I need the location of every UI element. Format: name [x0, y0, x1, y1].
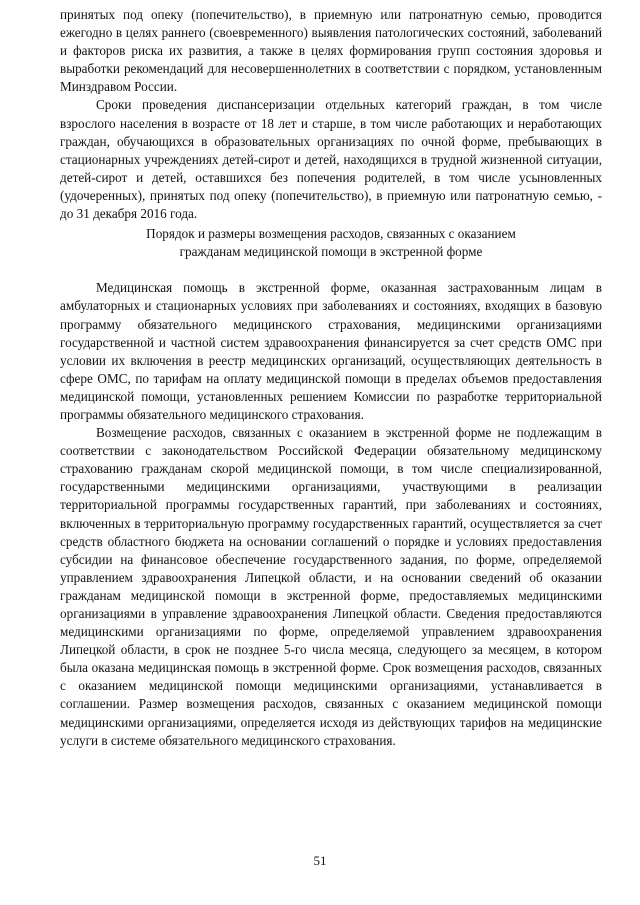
- paragraph-dispensary-deadlines: Сроки проведения диспансеризации отдельных категорий граждан, в том числе взрослого населения в возрасте от 18 лет и старше, в том числе работающих и неработающих граждан, обучающихся в образовательных организациях по очной форме, пребывающих в стационарных учреждениях детей-сирот и детей, находящихся в трудной жизненной ситуации, детей-сирот и детей, оставшихся без попечения родителей, в том числе усыновленных (удочеренных), принятых под опеку (попечительство), в приемную или патронатную семью, - до 31 декабря 2016 года.: [60, 97, 602, 222]
- paragraph-expense-reimbursement: Возмещение расходов, связанных с оказанием в экстренной форме не подлежащим в соответствии с законодательством Российской Федерации обязательному медицинскому страхованию гражданам скорой медицинской помощи, в том числе специализированной, государственными медицинскими организациями, участвующими в реализации территориальной программы государственных гарантий, при заболеваниях и состояниях, включенных в территориальную программу государственных гарантий, осуществляется за счет средств областного бюджета на основании соглашений о порядке и условиях предоставления субсидии на финансовое обеспечение государственного задания, по форме, определяемой управлением здравоохранения Липецкой области, и на основании сведений об оказании гражданам медицинской помощи в экстренной форме, предоставляемых медицинскими организациями в управление здравоохранения Липецкой области. Сведения предоставляются медицинскими организациями по форме, определяемой управлением здравоохранения Липецкой области, в срок не позднее 5-го числа месяца, следующего за месяцем, в котором была оказана медицинская помощь в экстренной форме. Срок возмещения расходов, связанных с оказанием медицинской помощи медицинскими организациями, устанавливается в соглашении. Размер возмещения расходов, связанных с оказанием медицинской помощи медицинскими организациями, определяется исходя из действующих тарифов на медицинские услуги в системе обязательного медицинского страхования.: [60, 425, 602, 748]
- section-heading: [60, 225, 602, 261]
- paragraph-emergency-care-funding: Медицинская помощь в экстренной форме, оказанная застрахованным лицам в амбулаторных и стационарных условиях при заболеваниях и состояниях, входящих в базовую программу обязательного медицинского страхования, медицинскими организациями государственной и частной систем здравоохранения финансируется за счет средств ОМС при условии их включения в реестр медицинских организаций, осуществляющих деятельность в сфере ОМС, по тарифам на оплату медицинской помощи в пределах объемов предоставления медицинской помощи, установленных решением Комиссии по разработке территориальной программы обязательного медицинского страхования.: [60, 280, 602, 422]
- section-heading-line1: Порядок и размеры возмещения расходов, связанных с оказанием: [146, 226, 516, 242]
- page-number: 51: [313, 853, 327, 868]
- paragraph-continuation: принятых под опеку (попечительство), в приемную или патронатную семью, проводится ежегодно в целях раннего (своевременного) выявления патологических состояний, заболеваний и факторов риска их развития, а также в целях формирования групп состояния здоровья и выработки рекомендаций для несовершеннолетних в соответствии с порядком, установленным Минздравом России.: [60, 7, 602, 95]
- section-spacer: [60, 261, 602, 279]
- document-page: [60, 6, 602, 750]
- section-heading-line2: гражданам медицинской помощи в экстренной форме: [179, 244, 483, 260]
